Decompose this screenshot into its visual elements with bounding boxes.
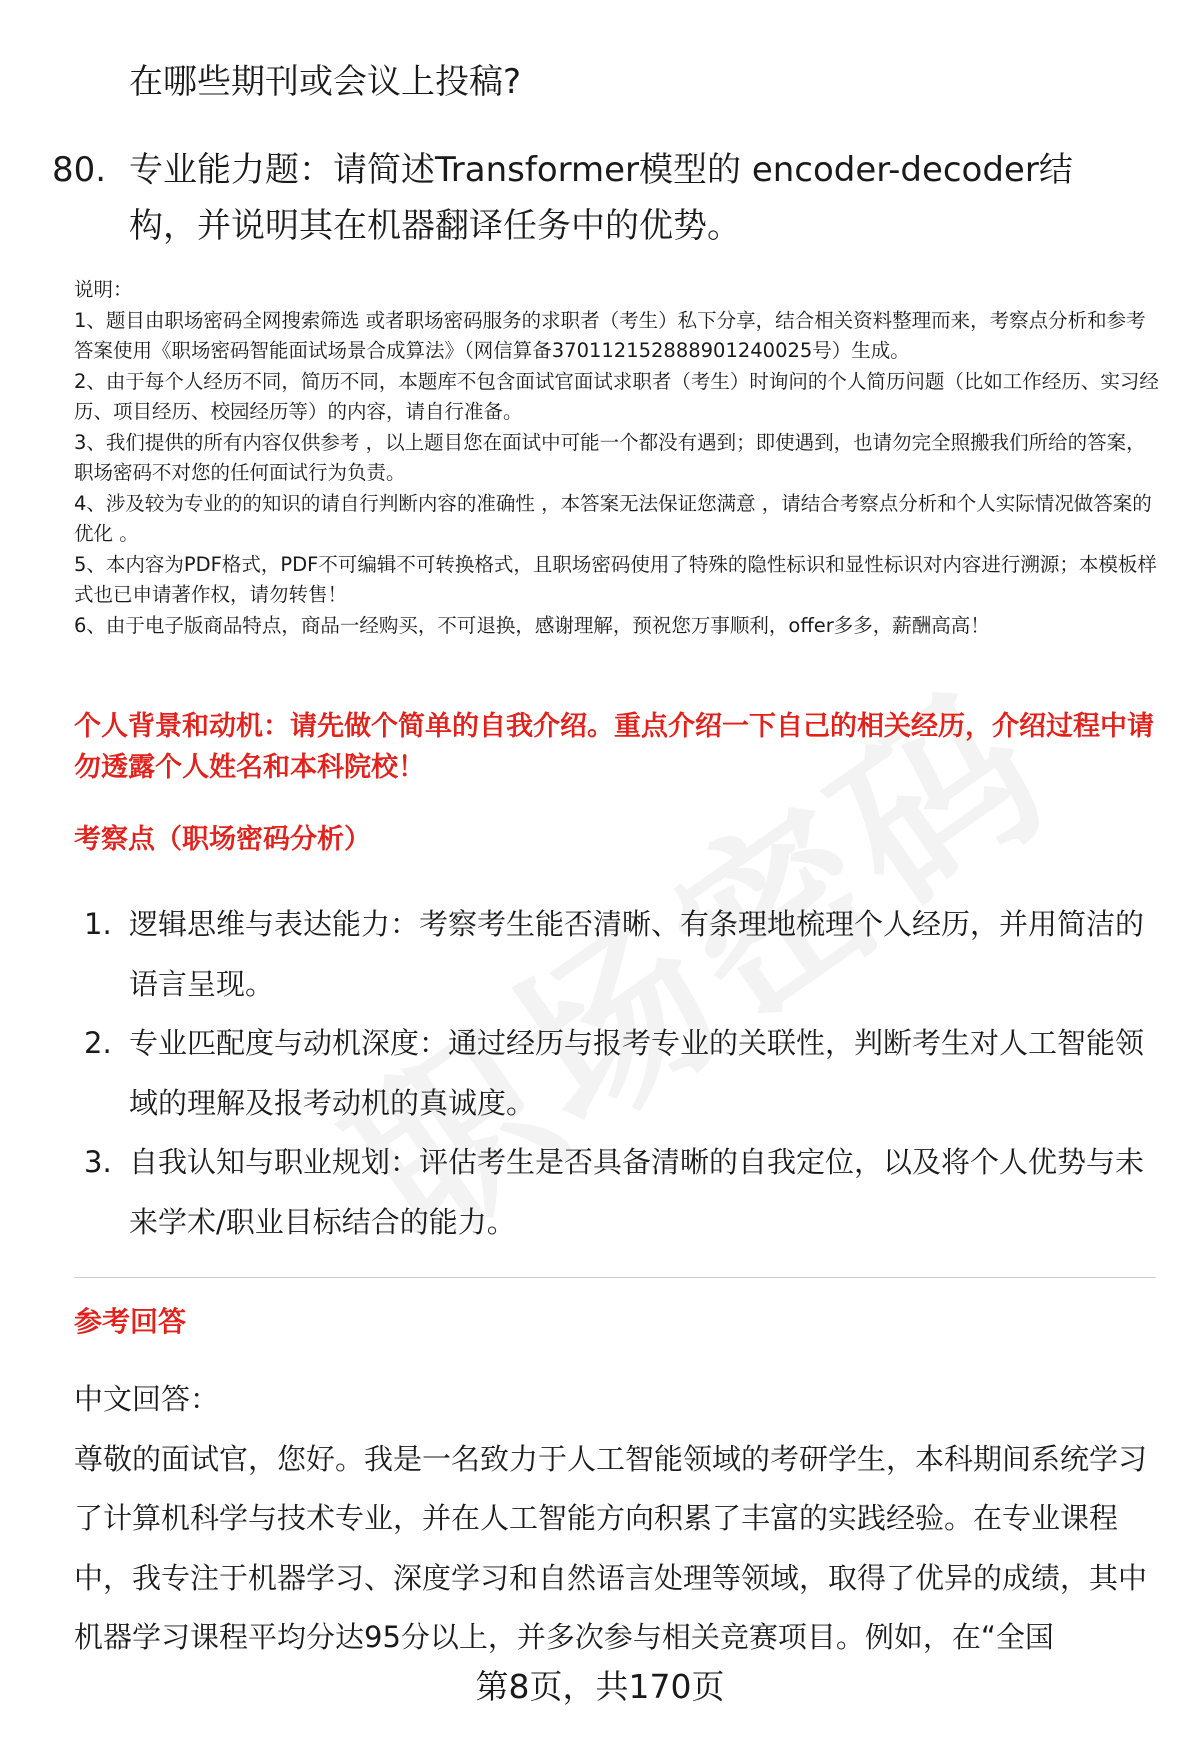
- point-text: 逻辑思维与表达能力：考察考生能否清晰、有条理地梳理个人经历，并用简洁的语言呈现。: [129, 907, 1145, 1001]
- answer-label: 中文回答：: [74, 1382, 220, 1416]
- analysis-point: [84, 895, 1144, 1014]
- notes-section: [74, 275, 1159, 641]
- notes-item-3: 3、我们提供的所有内容仅供参考 ，以上题目您在面试中可能一个都没有遇到；即使遇到，也请勿完全照搬我们所给的答案，职场密码不对您的任何面试行为负责。: [74, 430, 1146, 484]
- notes-item-5: 5、本内容为PDF格式，PDF不可编辑不可转换格式，且职场密码使用了特殊的隐性标识和显性标识对内容进行溯源；本模板样式也已申请著作权，请勿转售！: [74, 552, 1157, 606]
- notes-item-6: 6、由于电子版商品特点，商品一经购买，不可退换，感谢理解，预祝您万事顺利，offer多多，薪酬高高！: [74, 613, 990, 637]
- notes-title: 说明：: [74, 278, 133, 301]
- page-number: 第8页，共170页: [475, 1667, 725, 1706]
- answer-body: 尊敬的面试官，您好。我是一名致力于人工智能领域的考研学生，本科期间系统学习了计算机科学与技术专业，并在人工智能方向积累了丰富的实践经验。在专业课程中，我专注于机器学习、深度学习和自然语言处理等领域，取得了优异的成绩，其中机器学习课程平均分达95分以上，并多次参与相关竞赛项目。例如，在“全国: [74, 1441, 1148, 1654]
- analysis-point: [84, 1133, 1144, 1252]
- question-text: 专业能力题：请简述Transformer模型的 encoder-decoder结构，并说明其在机器翻译任务中的优势。: [129, 150, 1073, 246]
- notes-item-1: 1、题目由职场密码全网搜索筛选 或者职场密码服务的求职者（考生）私下分享，结合相关资料整理而来，考察点分析和参考答案使用《职场密码智能面试场景合成算法》（网信算备370112152888901240025号）生成。: [74, 308, 1146, 362]
- point-number: 3.: [84, 1145, 112, 1179]
- notes-item-2: 2、由于每个人经历不同，简历不同，本题库不包含面试官面试求职者（考生）时询问的个人简历问题（比如工作经历、实习经历、项目经历、校园经历等）的内容，请自行准备。: [74, 369, 1159, 423]
- section-divider: [74, 1277, 1156, 1278]
- analysis-title: 考察点（职场密码分析）: [74, 824, 371, 855]
- notes-item-4: 4、涉及较为专业的的知识的请自行判断内容的准确性 ，本答案无法保证您满意 ，请结合考察点分析和个人实际情况做答案的优化 。: [74, 491, 1152, 545]
- question-continuation: 在哪些期刊或会议上投稿?: [129, 62, 522, 102]
- point-number: 2.: [84, 1026, 112, 1060]
- question-number: 80.: [52, 150, 107, 190]
- question-80: [52, 142, 1132, 254]
- analysis-points: [84, 895, 1144, 1252]
- reference-title: 参考回答: [74, 1305, 187, 1338]
- point-text: 专业匹配度与动机深度：通过经历与报考专业的关联性，判断考生对人工智能领域的理解及报考动机的真诚度。: [129, 1026, 1145, 1120]
- reference-answer: [74, 1370, 1154, 1668]
- point-number: 1.: [84, 907, 112, 941]
- point-text: 自我认知与职业规划：评估考生是否具备清晰的自我定位，以及将个人优势与未来学术/职业目标结合的能力。: [129, 1145, 1145, 1239]
- analysis-point: [84, 1014, 1144, 1133]
- motivation-question: 个人背景和动机：请先做个简单的自我介绍。重点介绍一下自己的相关经历，介绍过程中请勿透露个人姓名和本科院校！: [74, 711, 1154, 783]
